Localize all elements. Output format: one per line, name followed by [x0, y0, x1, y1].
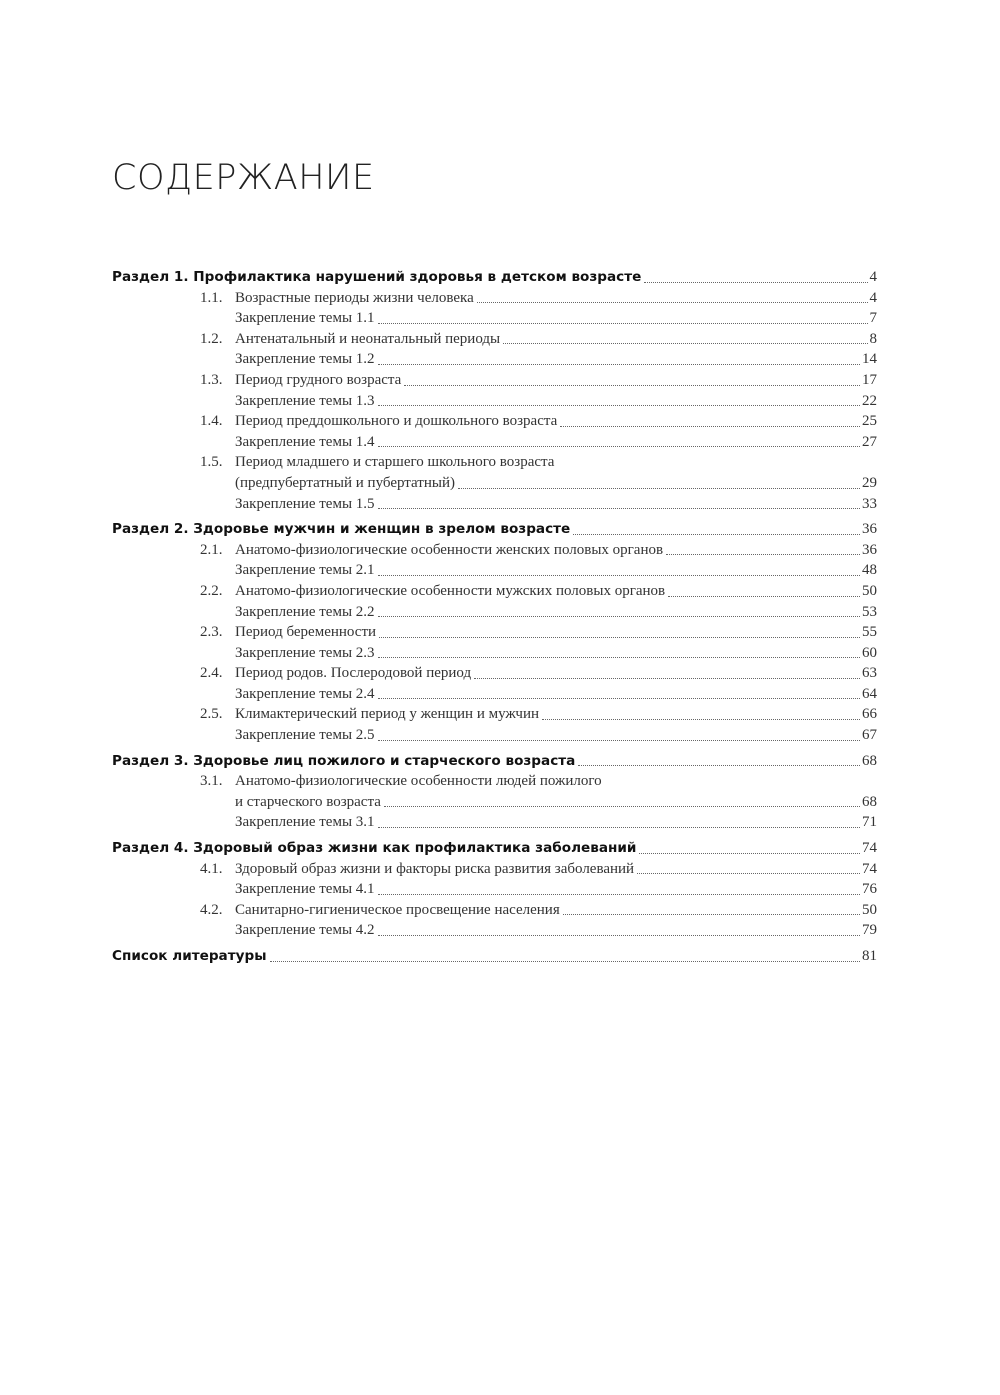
toc-subsection-entry[interactable]: [112, 329, 877, 350]
toc-section-entry[interactable]: [112, 838, 877, 859]
dot-leader: [477, 302, 868, 303]
table-of-contents: [112, 267, 877, 967]
page-number: 66: [862, 706, 877, 723]
toc-review-entry[interactable]: [112, 391, 877, 412]
dot-leader: [644, 282, 867, 283]
entry-title: Закрепление темы 2.2: [235, 603, 375, 620]
dot-leader: [270, 961, 861, 962]
entry-title: Период преддошкольного и дошкольного возраста: [235, 413, 558, 430]
toc-section-entry[interactable]: [112, 267, 877, 288]
subsection-number: 1.5.: [200, 454, 223, 471]
entry-title: Климактерический период у женщин и мужчин: [235, 706, 539, 723]
page-number: 36: [862, 521, 877, 538]
entry-title: Возрастные периоды жизни человека: [235, 289, 474, 306]
page-number: 81: [862, 948, 877, 964]
dot-leader: [503, 343, 867, 344]
page-number: 29: [862, 474, 877, 491]
page-number: 60: [862, 644, 877, 661]
subsection-number: 1.2.: [200, 330, 223, 347]
page-number: 48: [862, 562, 877, 579]
dot-leader: [378, 935, 860, 936]
toc-subsection-entry[interactable]: [112, 900, 877, 921]
dot-leader: [378, 657, 860, 658]
page-number: 4: [869, 289, 877, 306]
entry-title: Закрепление темы 2.4: [235, 685, 375, 702]
toc-review-entry[interactable]: [112, 684, 877, 705]
section-title: Раздел 1. Профилактика нарушений здоровья в детском возрасте: [112, 269, 642, 285]
subsection-number: 1.4.: [200, 413, 223, 430]
dot-leader: [666, 554, 860, 555]
toc-review-entry[interactable]: [112, 920, 877, 941]
toc-review-entry[interactable]: [112, 879, 877, 900]
toc-review-entry[interactable]: [112, 812, 877, 833]
page-number: 17: [862, 371, 877, 388]
page-number: 50: [862, 582, 877, 599]
toc-subsection-entry[interactable]: [112, 288, 877, 309]
entry-title: Период младшего и старшего школьного возраста: [235, 454, 555, 471]
page-number: 71: [862, 814, 877, 831]
page-number: 76: [862, 881, 877, 898]
subsection-number: 2.3.: [200, 624, 223, 641]
toc-subsection-entry[interactable]: [112, 704, 877, 725]
dot-leader: [378, 740, 860, 741]
entry-title: Закрепление темы 4.2: [235, 922, 375, 939]
entry-title: Анатомо-физиологические особенности мужских половых органов: [235, 582, 666, 599]
entry-title: Анатомо-физиологические особенности женских половых органов: [235, 541, 664, 558]
subsection-number: 2.2.: [200, 582, 223, 599]
dot-leader: [474, 678, 860, 679]
entry-title: Закрепление темы 1.3: [235, 392, 375, 409]
page-number: 7: [869, 310, 877, 327]
dot-leader: [378, 827, 860, 828]
entry-title: Закрепление темы 1.5: [235, 495, 375, 512]
toc-review-entry[interactable]: [112, 602, 877, 623]
toc-subsection-entry[interactable]: [112, 452, 877, 473]
dot-leader: [639, 853, 860, 854]
page-number: 14: [862, 351, 877, 368]
dot-leader: [404, 385, 860, 386]
subsection-number: 4.2.: [200, 901, 223, 918]
page-number: 74: [862, 840, 877, 857]
section-title: Раздел 2. Здоровье мужчин и женщин в зрелом возрасте: [112, 521, 571, 538]
page-number: 74: [862, 860, 877, 877]
toc-review-entry[interactable]: [112, 432, 877, 453]
toc-review-entry[interactable]: [112, 643, 877, 664]
page-number: 67: [862, 727, 877, 744]
entry-title: и старческого возраста: [235, 793, 381, 810]
toc-subsection-entry[interactable]: [112, 622, 877, 643]
page-number: 27: [862, 433, 877, 450]
toc-subsection-entry[interactable]: [112, 663, 877, 684]
entry-title: Закрепление темы 2.1: [235, 562, 375, 579]
page-number: 68: [862, 752, 877, 769]
toc-subsection-entry[interactable]: [112, 771, 877, 792]
subsection-number: 1.1.: [200, 289, 223, 306]
dot-leader: [378, 894, 860, 895]
dot-leader: [560, 426, 860, 427]
dot-leader: [378, 405, 860, 406]
entry-title: (предпубертатный и пубертатный): [235, 474, 455, 491]
page-number: 55: [862, 624, 877, 641]
dot-leader: [378, 698, 860, 699]
dot-leader: [563, 914, 860, 915]
dot-leader: [668, 596, 860, 597]
page-number: 22: [862, 392, 877, 409]
section-title: Список литературы: [112, 948, 267, 964]
dot-leader: [384, 806, 860, 807]
toc-subsection-entry[interactable]: [112, 473, 877, 494]
entry-title: Закрепление темы 2.5: [235, 727, 375, 744]
page-number: 63: [862, 665, 877, 682]
toc-review-entry[interactable]: [112, 308, 877, 329]
toc-subsection-entry[interactable]: [112, 859, 877, 880]
page-title: СОДЕРЖАНИЕ: [112, 158, 375, 198]
dot-leader: [637, 873, 860, 874]
page-number: 25: [862, 413, 877, 430]
entry-title: Закрепление темы 3.1: [235, 814, 375, 831]
dot-leader: [378, 616, 860, 617]
entry-title: Период беременности: [235, 624, 377, 641]
entry-title: Период родов. Послеродовой период: [235, 665, 472, 682]
entry-title: Закрепление темы 1.1: [235, 310, 375, 327]
toc-review-entry[interactable]: [112, 560, 877, 581]
toc-section-entry[interactable]: [112, 751, 877, 772]
subsection-number: 2.4.: [200, 665, 223, 682]
dot-leader: [458, 488, 860, 489]
subsection-number: 1.3.: [200, 371, 223, 388]
subsection-number: 2.1.: [200, 541, 223, 558]
page-number: 64: [862, 685, 877, 702]
subsection-number: 3.1.: [200, 773, 223, 790]
toc-subsection-entry[interactable]: [112, 540, 877, 561]
toc-subsection-entry[interactable]: [112, 411, 877, 432]
dot-leader: [378, 508, 860, 509]
entry-title: Здоровый образ жизни и факторы риска развития заболеваний: [235, 860, 635, 877]
toc-subsection-entry[interactable]: [112, 581, 877, 602]
entry-title: Анатомо-физиологические особенности людей пожилого: [235, 773, 602, 790]
dot-leader: [378, 575, 860, 576]
dot-leader: [542, 719, 860, 720]
dot-leader: [378, 323, 868, 324]
toc-review-entry[interactable]: [112, 349, 877, 370]
entry-title: Период грудного возраста: [235, 371, 402, 388]
entry-title: Закрепление темы 4.1: [235, 881, 375, 898]
dot-leader: [573, 534, 860, 535]
subsection-number: 2.5.: [200, 706, 223, 723]
dot-leader: [378, 364, 860, 365]
page-number: 53: [862, 603, 877, 620]
entry-title: Закрепление темы 1.4: [235, 433, 375, 450]
page-number: 68: [862, 793, 877, 810]
toc-section-entry[interactable]: [112, 946, 877, 967]
section-title: Раздел 4. Здоровый образ жизни как профилактика заболеваний: [112, 840, 637, 857]
subsection-number: 4.1.: [200, 860, 223, 877]
entry-title: Санитарно-гигиеническое просвещение населения: [235, 901, 560, 918]
page-number: 4: [869, 269, 877, 285]
page-number: 50: [862, 901, 877, 918]
entry-title: Закрепление темы 2.3: [235, 644, 375, 661]
dot-leader: [578, 765, 860, 766]
entry-title: Закрепление темы 1.2: [235, 351, 375, 368]
page-number: 36: [862, 541, 877, 558]
toc-subsection-entry[interactable]: [112, 370, 877, 391]
page-number: 33: [862, 495, 877, 512]
entry-title: Антенатальный и неонатальный периоды: [235, 330, 501, 347]
section-title: Раздел 3. Здоровье лиц пожилого и старческого возраста: [112, 752, 576, 769]
page-number: 8: [869, 330, 877, 347]
toc-review-entry[interactable]: [112, 725, 877, 746]
toc-section-entry[interactable]: [112, 519, 877, 540]
dot-leader: [378, 446, 860, 447]
toc-review-entry[interactable]: [112, 494, 877, 515]
toc-subsection-entry[interactable]: [112, 792, 877, 813]
page-number: 79: [862, 922, 877, 939]
dot-leader: [379, 637, 860, 638]
